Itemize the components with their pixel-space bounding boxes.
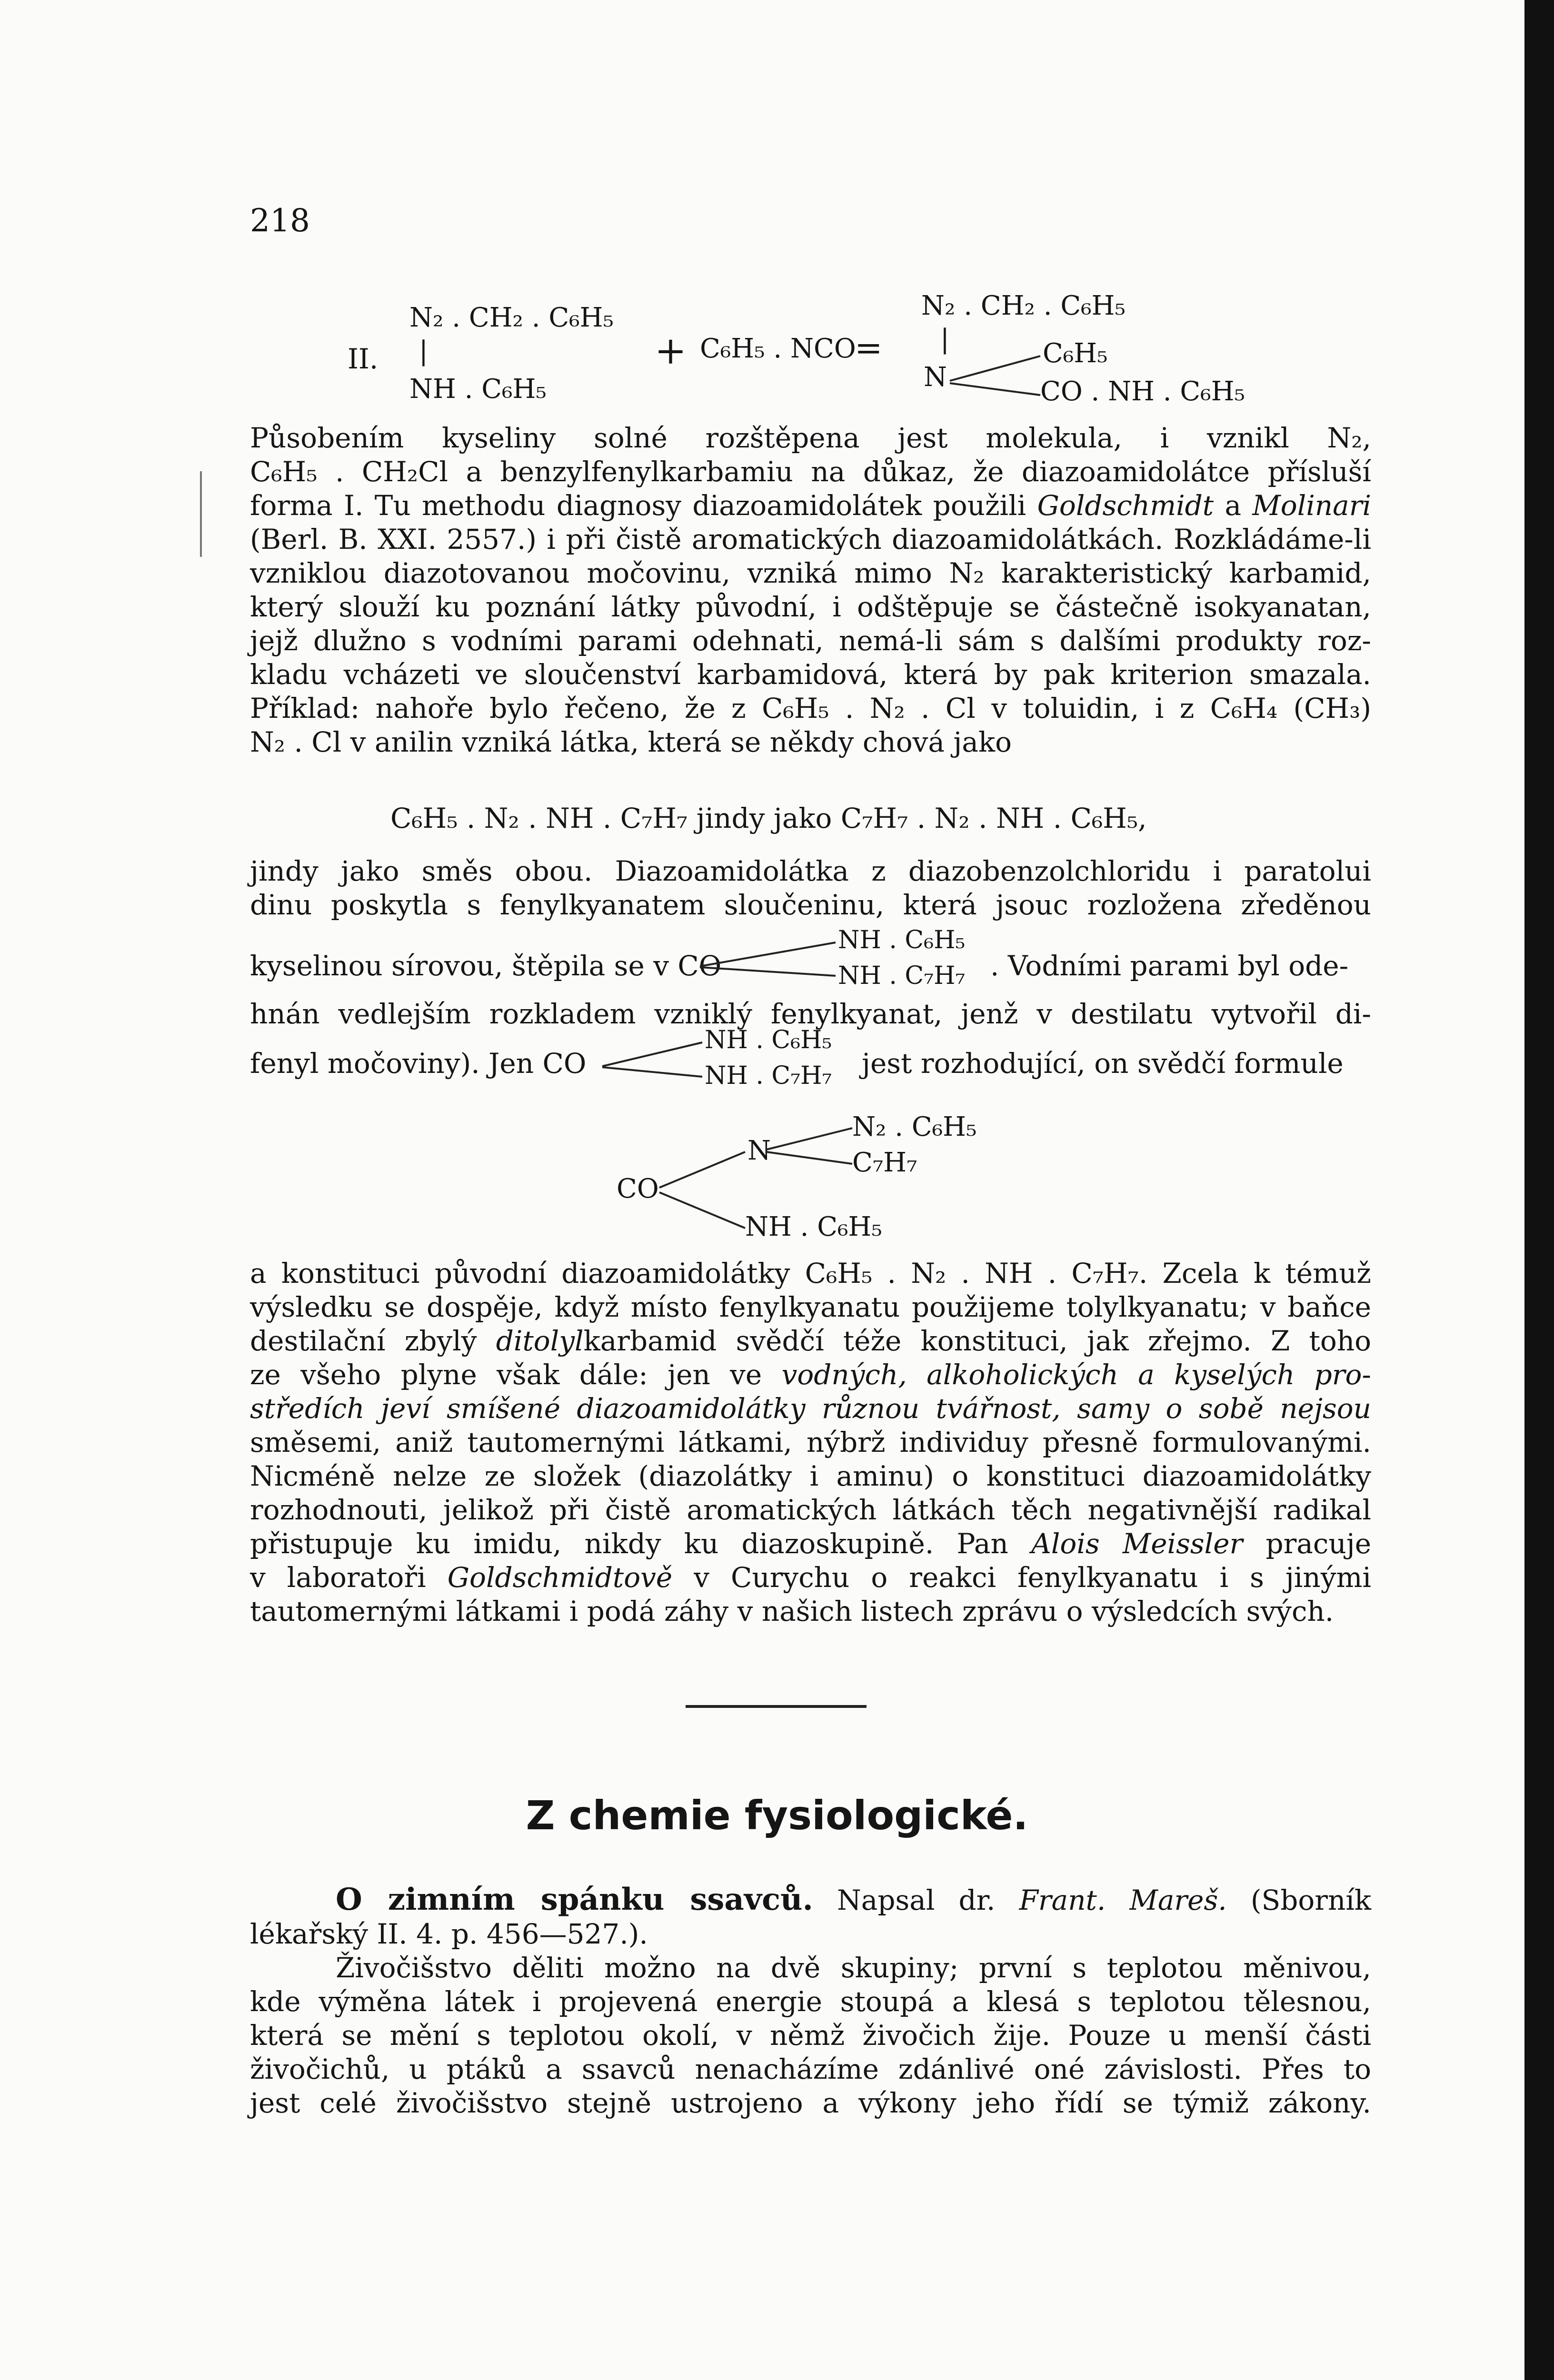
p3-line: ze všeho plyne však dále: jen ve vodných, alkoholických a kyselých pro- (250, 1359, 1372, 1391)
article-source: lékařský II. 4. p. 456—527.). (250, 1918, 648, 1950)
p2-line5-lower: NH . C₇H₇ (705, 1061, 832, 1090)
p1-line: C₆H₅ . CH₂Cl a benzylfenylkarbamiu na důkaz, že diazoamidolátce přísluší (250, 456, 1371, 488)
name-goldschmidt: Goldschmidt (1037, 489, 1214, 522)
p1-line: Příklad: nahoře bylo řečeno, že z C₆H₅ . N₂ . Cl v toluidin, i z C₆H₄ (CH₃) (250, 692, 1371, 724)
p2-line5-after: jest rozhodující, on svědčí formule (862, 1047, 1344, 1080)
article-line: Živočišstvo děliti možno na dvě skupiny; první s teplotou měnivou, (336, 1952, 1371, 1984)
p2-line5-before: fenyl močoviny). Jen CO (250, 1047, 587, 1080)
article-line: jest celé živočišstvo stejně ustrojeno a výkony jeho řídí se týmiž zákony. (250, 2087, 1371, 2119)
p2-line: jindy jako směs obou. Diazoamidolátka z diazobenzolchloridu i paratolui (250, 855, 1371, 887)
p3-line: výsledku se dospěje, když místo fenylkyanatu použijeme tolylkyanatu; v baňce (250, 1291, 1371, 1323)
p1-line: kladu vcházeti ve sloučenství karbamidová, která by pak kriterion smazala. (250, 658, 1371, 691)
formula-plus: + (655, 328, 687, 373)
p1-line: N₂ . Cl v anilin vzniká látka, která se někdy chová jako (250, 726, 1012, 758)
formula-right-lower: CO . NH . C₆H₅ (1040, 376, 1245, 407)
structure-co: CO (617, 1173, 659, 1204)
p3-line: tautomernými látkami i podá záhy v našich listech zprávu o výsledcích svých. (250, 1595, 1334, 1627)
article (250, 1883, 1371, 2120)
term-ditolyl: ditolyl (496, 1325, 584, 1357)
p1-line: Působením kyseliny solné rozštěpena jest molekula, i vznikl N₂, (250, 422, 1371, 454)
paragraph-3 (250, 1257, 1371, 1628)
formula-equals: = (855, 328, 883, 367)
article-title-line: O zimním spánku ssavců. Napsal dr. Frant. Mareš. (Sborník (336, 1882, 1372, 1917)
formula-right-n: N (924, 362, 947, 393)
p1-line: forma I. Tu methodu diagnosy diazoamidolátek použili Goldschmidt a Molinari (250, 489, 1372, 522)
p3-line: Nicméně nelze ze složek (diazolátky i aminu) o konstituci diazoamidolátky (250, 1460, 1371, 1492)
p3-line: rozhodnouti, jelikož při čistě aromatických látkách těch negativnější radikal (250, 1494, 1371, 1526)
page-number: 218 (250, 202, 310, 239)
section-heading: Z chemie fysiologické. (526, 1792, 1028, 1839)
p1-line: který slouží ku poznání látky původní, i odštěpuje se částečně isokyanatan, (250, 591, 1371, 623)
p3-line: směsemi, aniž tautomernými látkami, nýbrž individuy přesně formulovanými. (250, 1426, 1371, 1458)
article-author: Frant. Mareš. (1019, 1884, 1227, 1916)
formula-right-bar: | (940, 324, 949, 355)
term-solvents: vodných, alkoholických a kyselých pro- (781, 1359, 1372, 1391)
structure-n: N (747, 1135, 771, 1166)
formula-label: II. (348, 343, 379, 375)
section-divider (686, 1705, 867, 1708)
p3-line: středích jeví smíšené diazoamidolátky různou tvářnost, samy o sobě nejsou (250, 1392, 1371, 1425)
p2-line4: hnán vedlejším rozkladem vzniklý fenylkyanat, jenž v destilatu vytvořil di- (250, 998, 1371, 1030)
name-molinari: Molinari (1252, 489, 1372, 522)
article-line: kde výměna látek i projevená energie stoupá a klesá s teplotou tělesnou, (250, 1985, 1371, 2018)
formula-right-upper: C₆H₅ (1043, 338, 1108, 369)
structure-c7h7: C₇H₇ (852, 1147, 917, 1178)
p3-line: destilační zbylý ditolylkarbamid svědčí téže konstituci, jak zřejmo. Z toho (250, 1325, 1372, 1357)
article-line: živočichů, u ptáků a ssavců nenacházíme zdánlivé oné závislosti. Přes to (250, 2053, 1371, 2085)
formula-left-bottom: NH . C₆H₅ (409, 374, 547, 405)
structure-n2-group: N₂ . C₆H₅ (852, 1111, 977, 1142)
p3-line: v laboratoři Goldschmidtově v Curychu o reakci fenylkyanatu i s jinými (250, 1561, 1372, 1594)
p1-line: (Berl. B. XXI. 2557.) i při čistě aromatických diazoamidolátkách. Rozkládáme-li (250, 523, 1371, 555)
p2-line3-after: . Vodními parami byl ode- (990, 950, 1349, 982)
p2-line3-lower: NH . C₇H₇ (838, 962, 966, 990)
p2-line3-before: kyselinou sírovou, štěpila se v CO (250, 950, 722, 982)
p1-line: vzniklou diazotovanou močovinu, vzniká mimo N₂ karakteristický karbamid, (250, 557, 1371, 589)
article-title: O zimním spánku ssavců. (336, 1882, 813, 1917)
formula-line: C₆H₅ . N₂ . NH . C₇H₇ jindy jako C₇H₇ . N₂ . NH . C₆H₅, (390, 802, 1147, 834)
formula-reagent: C₆H₅ . NCO (700, 333, 856, 364)
formula-left-top: N₂ . CH₂ . C₆H₅ (409, 302, 614, 333)
p2-line5-upper: NH . C₆H₅ (705, 1026, 832, 1054)
article-line: která se mění s teplotou okolí, v němž živočich žije. Pouze u menší části (250, 2019, 1371, 2052)
name-meissler: Alois Meissler (1031, 1527, 1243, 1560)
p2-line3-upper: NH . C₆H₅ (838, 926, 966, 954)
p2-line: dinu poskytla s fenylkyanatem sloučeninu, která jsouc rozložena zředěnou (250, 889, 1371, 921)
name-goldschmidtove: Goldschmidtově (447, 1561, 673, 1594)
formula-left-bar: | (419, 336, 428, 367)
p3-line: přistupuje ku imidu, nikdy ku diazoskupině. Pan Alois Meissler pracuje (250, 1527, 1372, 1560)
p3-line: a konstituci původní diazoamidolátky C₆H₅ . N₂ . NH . C₇H₇. Zcela k témuž (250, 1257, 1371, 1289)
formula-right-top: N₂ . CH₂ . C₆H₅ (921, 290, 1126, 321)
p1-line: jejž dlužno s vodními parami odehnati, nemá-li sám s dalšími produkty roz- (250, 625, 1371, 657)
structure-nh-group: NH . C₆H₅ (745, 1211, 882, 1242)
